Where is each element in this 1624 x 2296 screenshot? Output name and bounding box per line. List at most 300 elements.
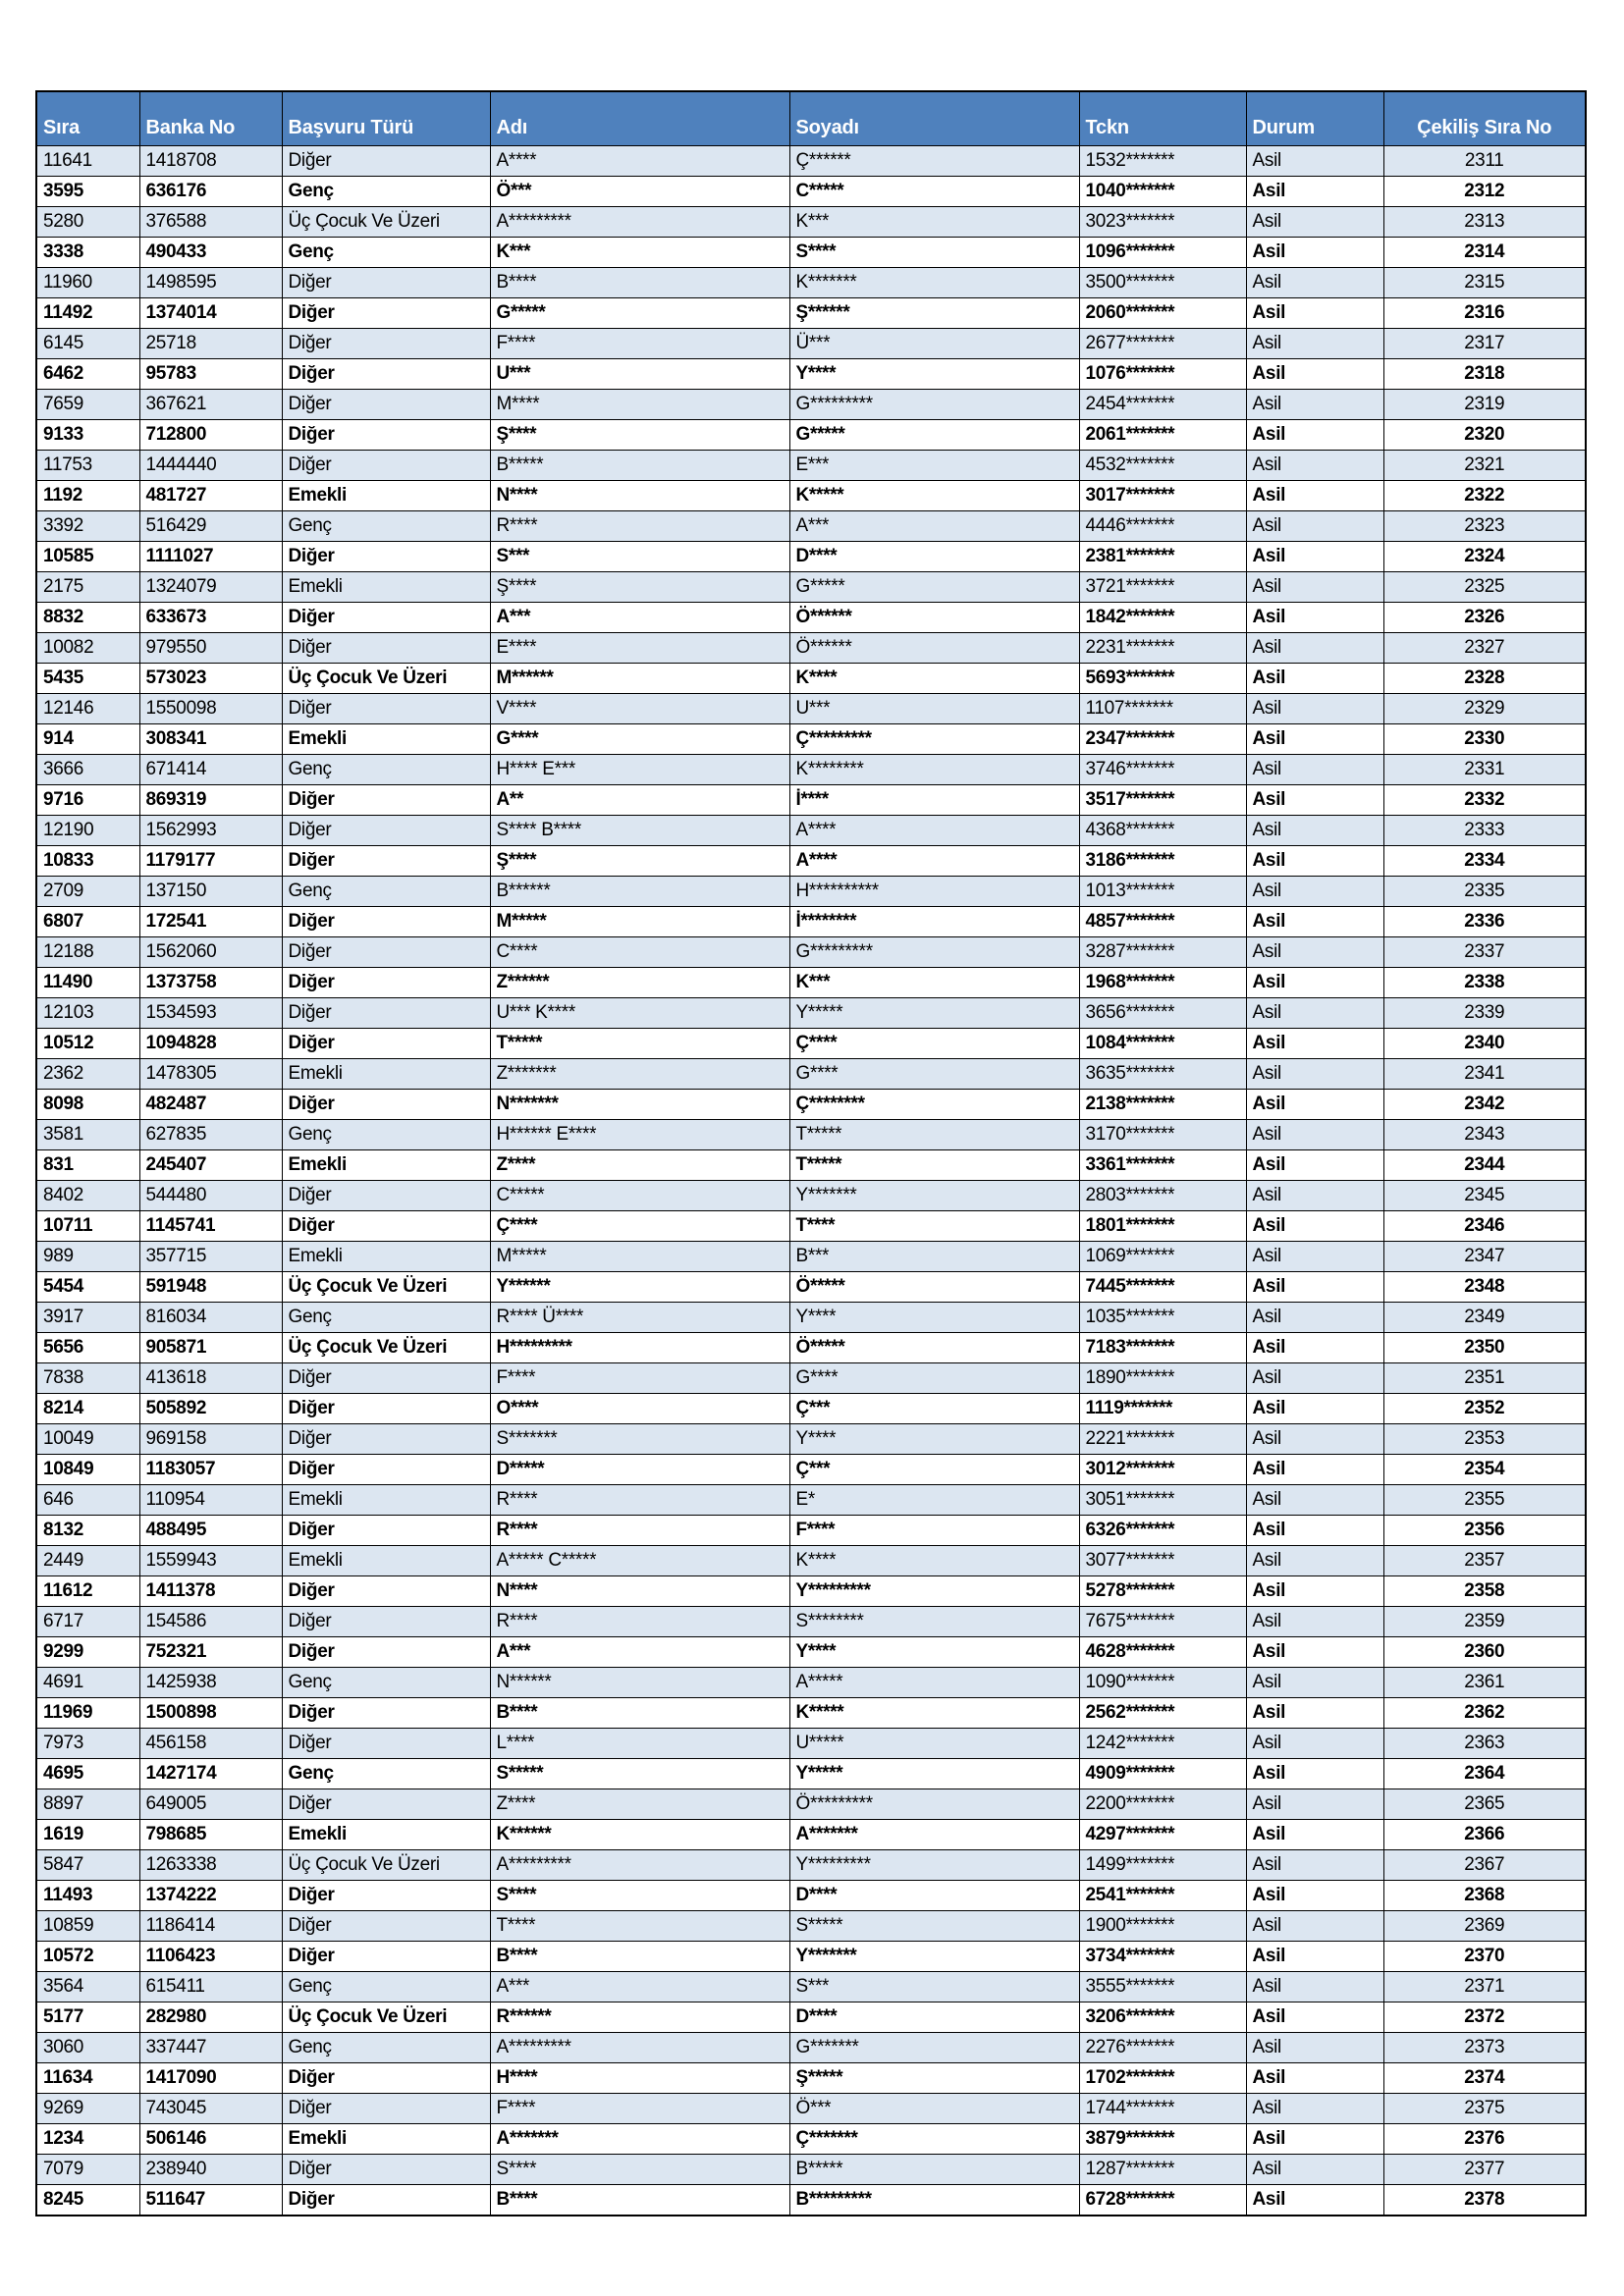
cell-soyadi: Y*****: [789, 998, 1079, 1029]
table-row[interactable]: [36, 2155, 1586, 2185]
table-row[interactable]: [36, 298, 1586, 329]
cell-tckn: 1702*******: [1079, 2063, 1246, 2094]
cell-durum: Asil: [1246, 664, 1383, 694]
cell-tckn: 2541*******: [1079, 1881, 1246, 1911]
cell-sira: 8832: [36, 603, 139, 633]
table-row[interactable]: [36, 1394, 1586, 1424]
cell-cekilis: 2322: [1383, 481, 1586, 511]
column-header-tckn[interactable]: Tckn: [1079, 91, 1246, 146]
cell-durum: Asil: [1246, 1972, 1383, 2002]
cell-banka: 1418708: [139, 146, 282, 177]
cell-soyadi: Ş*****: [789, 2063, 1079, 2094]
cell-cekilis: 2358: [1383, 1576, 1586, 1607]
cell-soyadi: Ç***: [789, 1455, 1079, 1485]
cell-sira: 989: [36, 1242, 139, 1272]
cell-basvuru: Diğer: [282, 1881, 490, 1911]
cell-basvuru: Diğer: [282, 1911, 490, 1942]
cell-banka: 238940: [139, 2155, 282, 2185]
cell-tckn: 1287*******: [1079, 2155, 1246, 2185]
table-row[interactable]: [36, 1211, 1586, 1242]
cell-adi: M****: [490, 390, 789, 420]
table-row[interactable]: [36, 907, 1586, 937]
cell-tckn: 2347*******: [1079, 724, 1246, 755]
table-row[interactable]: [36, 177, 1586, 207]
table-row[interactable]: [36, 1516, 1586, 1546]
cell-durum: Asil: [1246, 1181, 1383, 1211]
cell-basvuru: Genç: [282, 1120, 490, 1150]
cell-adi: E****: [490, 633, 789, 664]
cell-adi: K******: [490, 1820, 789, 1850]
cell-cekilis: 2349: [1383, 1303, 1586, 1333]
cell-basvuru: Diğer: [282, 1607, 490, 1637]
table-row[interactable]: [36, 1820, 1586, 1850]
cell-tckn: 2200*******: [1079, 1789, 1246, 1820]
cell-sira: 10082: [36, 633, 139, 664]
cell-tckn: 1900*******: [1079, 1911, 1246, 1942]
column-header-soyadi[interactable]: Soyadı: [789, 91, 1079, 146]
cell-soyadi: B*****: [789, 2155, 1079, 2185]
cell-banka: 1427174: [139, 1759, 282, 1789]
cell-banka: 488495: [139, 1516, 282, 1546]
cell-banka: 1179177: [139, 846, 282, 877]
table-row[interactable]: [36, 268, 1586, 298]
cell-sira: 10711: [36, 1211, 139, 1242]
table-row[interactable]: [36, 1363, 1586, 1394]
table-row[interactable]: [36, 1759, 1586, 1789]
table-row[interactable]: [36, 1181, 1586, 1211]
cell-banka: 1374222: [139, 1881, 282, 1911]
cell-soyadi: Y*****: [789, 1759, 1079, 1789]
table-row[interactable]: [36, 1455, 1586, 1485]
cell-durum: Asil: [1246, 694, 1383, 724]
cell-tckn: 2677*******: [1079, 329, 1246, 359]
cell-banka: 357715: [139, 1242, 282, 1272]
cell-adi: N*******: [490, 1090, 789, 1120]
cell-durum: Asil: [1246, 1150, 1383, 1181]
cell-durum: Asil: [1246, 937, 1383, 968]
cell-adi: Z****: [490, 1789, 789, 1820]
cell-sira: 11960: [36, 268, 139, 298]
cell-tckn: 1084*******: [1079, 1029, 1246, 1059]
cell-adi: R******: [490, 2002, 789, 2033]
cell-soyadi: G*******: [789, 2033, 1079, 2063]
cell-tckn: 2562*******: [1079, 1698, 1246, 1729]
cell-sira: 3581: [36, 1120, 139, 1150]
cell-tckn: 3017*******: [1079, 481, 1246, 511]
cell-adi: A****: [490, 146, 789, 177]
table-row[interactable]: [36, 998, 1586, 1029]
cell-cekilis: 2337: [1383, 937, 1586, 968]
cell-sira: 11969: [36, 1698, 139, 1729]
cell-durum: Asil: [1246, 177, 1383, 207]
cell-adi: A***: [490, 603, 789, 633]
cell-sira: 2175: [36, 572, 139, 603]
cell-basvuru: Emekli: [282, 1242, 490, 1272]
cell-basvuru: Genç: [282, 877, 490, 907]
cell-adi: Y******: [490, 1272, 789, 1303]
cell-banka: 969158: [139, 1424, 282, 1455]
cell-cekilis: 2317: [1383, 329, 1586, 359]
cell-banka: 482487: [139, 1090, 282, 1120]
cell-durum: Asil: [1246, 572, 1383, 603]
table-row[interactable]: [36, 603, 1586, 633]
cell-cekilis: 2315: [1383, 268, 1586, 298]
table-row[interactable]: [36, 785, 1586, 816]
table-row[interactable]: [36, 1485, 1586, 1516]
cell-sira: 6807: [36, 907, 139, 937]
table-row[interactable]: [36, 420, 1586, 451]
cell-tckn: 3077*******: [1079, 1546, 1246, 1576]
table-row[interactable]: [36, 1029, 1586, 1059]
cell-durum: Asil: [1246, 207, 1383, 238]
cell-tckn: 3206*******: [1079, 2002, 1246, 2033]
table-row[interactable]: [36, 1637, 1586, 1668]
cell-basvuru: Emekli: [282, 1546, 490, 1576]
table-row[interactable]: [36, 633, 1586, 664]
cell-tckn: 1968*******: [1079, 968, 1246, 998]
cell-adi: B****: [490, 2185, 789, 2216]
cell-sira: 7973: [36, 1729, 139, 1759]
cell-banka: 627835: [139, 1120, 282, 1150]
cell-sira: 8132: [36, 1516, 139, 1546]
cell-banka: 573023: [139, 664, 282, 694]
cell-basvuru: Diğer: [282, 298, 490, 329]
cell-cekilis: 2311: [1383, 146, 1586, 177]
cell-adi: C****: [490, 937, 789, 968]
cell-soyadi: Ş******: [789, 298, 1079, 329]
cell-sira: 5435: [36, 664, 139, 694]
cell-soyadi: H**********: [789, 877, 1079, 907]
cell-basvuru: Diğer: [282, 420, 490, 451]
cell-durum: Asil: [1246, 2124, 1383, 2155]
cell-soyadi: K***: [789, 968, 1079, 998]
table-row[interactable]: [36, 1850, 1586, 1881]
cell-soyadi: G*****: [789, 420, 1079, 451]
cell-banka: 456158: [139, 1729, 282, 1759]
cell-tckn: 3500*******: [1079, 268, 1246, 298]
cell-cekilis: 2346: [1383, 1211, 1586, 1242]
table-row[interactable]: [36, 1546, 1586, 1576]
cell-cekilis: 2353: [1383, 1424, 1586, 1455]
cell-cekilis: 2313: [1383, 207, 1586, 238]
cell-adi: S****: [490, 2155, 789, 2185]
cell-banka: 591948: [139, 1272, 282, 1303]
cell-banka: 633673: [139, 603, 282, 633]
table-row[interactable]: [36, 1059, 1586, 1090]
cell-sira: 4695: [36, 1759, 139, 1789]
cell-soyadi: Ç******: [789, 146, 1079, 177]
cell-basvuru: Genç: [282, 1303, 490, 1333]
cell-basvuru: Genç: [282, 238, 490, 268]
cell-tckn: 1532*******: [1079, 146, 1246, 177]
cell-durum: Asil: [1246, 1333, 1383, 1363]
column-header-cekilis-sira-no[interactable]: Çekiliş Sıra No: [1383, 91, 1586, 146]
cell-banka: 1374014: [139, 298, 282, 329]
cell-adi: G****: [490, 724, 789, 755]
table-row[interactable]: [36, 877, 1586, 907]
cell-adi: B******: [490, 877, 789, 907]
cell-banka: 1106423: [139, 1942, 282, 1972]
cell-adi: N****: [490, 1576, 789, 1607]
cell-cekilis: 2355: [1383, 1485, 1586, 1516]
table-row[interactable]: [36, 2033, 1586, 2063]
cell-durum: Asil: [1246, 268, 1383, 298]
column-header-sira[interactable]: Sıra: [36, 91, 139, 146]
table-row[interactable]: [36, 542, 1586, 572]
cell-adi: Z******: [490, 968, 789, 998]
cell-durum: Asil: [1246, 785, 1383, 816]
cell-soyadi: Ö******: [789, 603, 1079, 633]
cell-soyadi: A*******: [789, 1820, 1079, 1850]
cell-banka: 671414: [139, 755, 282, 785]
cell-durum: Asil: [1246, 1485, 1383, 1516]
cell-soyadi: G*********: [789, 937, 1079, 968]
cell-banka: 712800: [139, 420, 282, 451]
table-row[interactable]: [36, 481, 1586, 511]
table-row[interactable]: [36, 1120, 1586, 1150]
table-row[interactable]: [36, 146, 1586, 177]
cell-tckn: 3721*******: [1079, 572, 1246, 603]
cell-sira: 3917: [36, 1303, 139, 1333]
table-row[interactable]: [36, 2063, 1586, 2094]
cell-soyadi: B*********: [789, 2185, 1079, 2216]
cell-sira: 4691: [36, 1668, 139, 1698]
cell-soyadi: G*********: [789, 390, 1079, 420]
cell-tckn: 1035*******: [1079, 1303, 1246, 1333]
cell-durum: Asil: [1246, 968, 1383, 998]
cell-durum: Asil: [1246, 1759, 1383, 1789]
cell-banka: 1417090: [139, 2063, 282, 2094]
cell-basvuru: Diğer: [282, 1637, 490, 1668]
column-header-basvuru-turu[interactable]: Başvuru Türü: [282, 91, 490, 146]
cell-soyadi: Y****: [789, 359, 1079, 390]
cell-tckn: 2231*******: [1079, 633, 1246, 664]
cell-basvuru: Diğer: [282, 451, 490, 481]
cell-soyadi: D****: [789, 2002, 1079, 2033]
cell-durum: Asil: [1246, 1789, 1383, 1820]
cell-adi: T****: [490, 1911, 789, 1942]
cell-soyadi: E*: [789, 1485, 1079, 1516]
cell-cekilis: 2360: [1383, 1637, 1586, 1668]
cell-durum: Asil: [1246, 633, 1383, 664]
cell-sira: 12146: [36, 694, 139, 724]
cell-sira: 10585: [36, 542, 139, 572]
table-row[interactable]: [36, 968, 1586, 998]
cell-tckn: 7445*******: [1079, 1272, 1246, 1303]
table-row[interactable]: [36, 1150, 1586, 1181]
table-row[interactable]: [36, 1942, 1586, 1972]
cell-cekilis: 2336: [1383, 907, 1586, 937]
cell-soyadi: Y*******: [789, 1942, 1079, 1972]
table-row[interactable]: [36, 1333, 1586, 1363]
cell-basvuru: Genç: [282, 1668, 490, 1698]
cell-basvuru: Emekli: [282, 2124, 490, 2155]
cell-banka: 282980: [139, 2002, 282, 2033]
cell-tckn: 2138*******: [1079, 1090, 1246, 1120]
table-row[interactable]: [36, 511, 1586, 542]
table-row[interactable]: [36, 1972, 1586, 2002]
table-row[interactable]: [36, 1242, 1586, 1272]
cell-sira: 2709: [36, 877, 139, 907]
cell-cekilis: 2334: [1383, 846, 1586, 877]
table-row[interactable]: [36, 359, 1586, 390]
table-row[interactable]: [36, 329, 1586, 359]
column-header-banka-no[interactable]: Banka No: [139, 91, 282, 146]
table-row[interactable]: [36, 1607, 1586, 1637]
table-row[interactable]: [36, 694, 1586, 724]
table-row[interactable]: [36, 207, 1586, 238]
cell-adi: A*********: [490, 2033, 789, 2063]
cell-adi: Ç****: [490, 1211, 789, 1242]
table-row[interactable]: [36, 390, 1586, 420]
cell-cekilis: 2328: [1383, 664, 1586, 694]
cell-durum: Asil: [1246, 420, 1383, 451]
cell-sira: 8214: [36, 1394, 139, 1424]
cell-banka: 506146: [139, 2124, 282, 2155]
cell-sira: 11634: [36, 2063, 139, 2094]
table-row[interactable]: [36, 816, 1586, 846]
table-row[interactable]: [36, 1698, 1586, 1729]
cell-basvuru: Diğer: [282, 542, 490, 572]
cell-soyadi: E***: [789, 451, 1079, 481]
table-row[interactable]: [36, 1424, 1586, 1455]
table-row[interactable]: [36, 724, 1586, 755]
table-row[interactable]: [36, 1272, 1586, 1303]
column-header-adi[interactable]: Adı: [490, 91, 789, 146]
cell-adi: Z*******: [490, 1059, 789, 1090]
table-row[interactable]: [36, 1576, 1586, 1607]
cell-soyadi: A***: [789, 511, 1079, 542]
cell-tckn: 3555*******: [1079, 1972, 1246, 2002]
cell-tckn: 3170*******: [1079, 1120, 1246, 1150]
table-row[interactable]: [36, 1090, 1586, 1120]
cell-cekilis: 2371: [1383, 1972, 1586, 2002]
cell-durum: Asil: [1246, 1729, 1383, 1759]
cell-soyadi: Ö*********: [789, 1789, 1079, 1820]
cell-basvuru: Emekli: [282, 572, 490, 603]
table-row[interactable]: [36, 1881, 1586, 1911]
table-row[interactable]: [36, 755, 1586, 785]
cell-durum: Asil: [1246, 1029, 1383, 1059]
cell-sira: 11490: [36, 968, 139, 998]
table-row[interactable]: [36, 238, 1586, 268]
cell-adi: M*****: [490, 1242, 789, 1272]
cell-sira: 10049: [36, 1424, 139, 1455]
cell-cekilis: 2364: [1383, 1759, 1586, 1789]
cell-tckn: 4909*******: [1079, 1759, 1246, 1789]
cell-sira: 12103: [36, 998, 139, 1029]
column-header-durum[interactable]: Durum: [1246, 91, 1383, 146]
cell-durum: Asil: [1246, 1607, 1383, 1637]
cell-sira: 5656: [36, 1333, 139, 1363]
cell-durum: Asil: [1246, 2063, 1383, 2094]
cell-basvuru: Diğer: [282, 937, 490, 968]
cell-banka: 154586: [139, 1607, 282, 1637]
cell-banka: 1562993: [139, 816, 282, 846]
cell-durum: Asil: [1246, 146, 1383, 177]
cell-durum: Asil: [1246, 1546, 1383, 1576]
table-row[interactable]: [36, 2124, 1586, 2155]
cell-banka: 1534593: [139, 998, 282, 1029]
cell-sira: 7079: [36, 2155, 139, 2185]
cell-adi: C*****: [490, 1181, 789, 1211]
results-table: [35, 90, 1587, 2216]
cell-cekilis: 2356: [1383, 1516, 1586, 1546]
cell-tckn: 2060*******: [1079, 298, 1246, 329]
cell-cekilis: 2363: [1383, 1729, 1586, 1759]
table-row[interactable]: [36, 2002, 1586, 2033]
cell-durum: Asil: [1246, 1211, 1383, 1242]
table-row[interactable]: [36, 2094, 1586, 2124]
cell-sira: 9269: [36, 2094, 139, 2124]
cell-adi: D*****: [490, 1455, 789, 1485]
cell-banka: 1324079: [139, 572, 282, 603]
table-row[interactable]: [36, 1789, 1586, 1820]
cell-adi: Z****: [490, 1150, 789, 1181]
cell-tckn: 1040*******: [1079, 177, 1246, 207]
cell-durum: Asil: [1246, 877, 1383, 907]
cell-basvuru: Diğer: [282, 146, 490, 177]
cell-durum: Asil: [1246, 481, 1383, 511]
cell-banka: 1559943: [139, 1546, 282, 1576]
cell-banka: 649005: [139, 1789, 282, 1820]
table-row[interactable]: [36, 1303, 1586, 1333]
cell-banka: 511647: [139, 2185, 282, 2216]
cell-basvuru: Diğer: [282, 633, 490, 664]
cell-durum: Asil: [1246, 390, 1383, 420]
cell-tckn: 7675*******: [1079, 1607, 1246, 1637]
table-row[interactable]: [36, 937, 1586, 968]
header-row: [36, 91, 1586, 146]
cell-cekilis: 2335: [1383, 877, 1586, 907]
cell-cekilis: 2326: [1383, 603, 1586, 633]
cell-basvuru: Diğer: [282, 1029, 490, 1059]
cell-tckn: 1076*******: [1079, 359, 1246, 390]
cell-tckn: 4368*******: [1079, 816, 1246, 846]
cell-durum: Asil: [1246, 1637, 1383, 1668]
cell-soyadi: K****: [789, 664, 1079, 694]
cell-durum: Asil: [1246, 1850, 1383, 1881]
table-row[interactable]: [36, 2185, 1586, 2216]
cell-cekilis: 2369: [1383, 1911, 1586, 1942]
cell-adi: L****: [490, 1729, 789, 1759]
cell-sira: 6145: [36, 329, 139, 359]
table-row[interactable]: [36, 1729, 1586, 1759]
cell-sira: 9299: [36, 1637, 139, 1668]
cell-banka: 1263338: [139, 1850, 282, 1881]
table-row[interactable]: [36, 846, 1586, 877]
table-header: [36, 91, 1586, 146]
cell-soyadi: Ç***: [789, 1394, 1079, 1424]
cell-soyadi: Ö***: [789, 2094, 1079, 2124]
cell-adi: S*******: [490, 1424, 789, 1455]
cell-tckn: 3287*******: [1079, 937, 1246, 968]
table-row[interactable]: [36, 1668, 1586, 1698]
table-row[interactable]: [36, 1911, 1586, 1942]
cell-banka: 490433: [139, 238, 282, 268]
table-row[interactable]: [36, 664, 1586, 694]
cell-basvuru: Diğer: [282, 998, 490, 1029]
cell-soyadi: B***: [789, 1242, 1079, 1272]
cell-adi: A*********: [490, 207, 789, 238]
table-row[interactable]: [36, 572, 1586, 603]
table-row[interactable]: [36, 451, 1586, 481]
cell-soyadi: D****: [789, 542, 1079, 572]
cell-adi: U***: [490, 359, 789, 390]
cell-cekilis: 2316: [1383, 298, 1586, 329]
cell-basvuru: Diğer: [282, 603, 490, 633]
cell-durum: Asil: [1246, 2094, 1383, 2124]
